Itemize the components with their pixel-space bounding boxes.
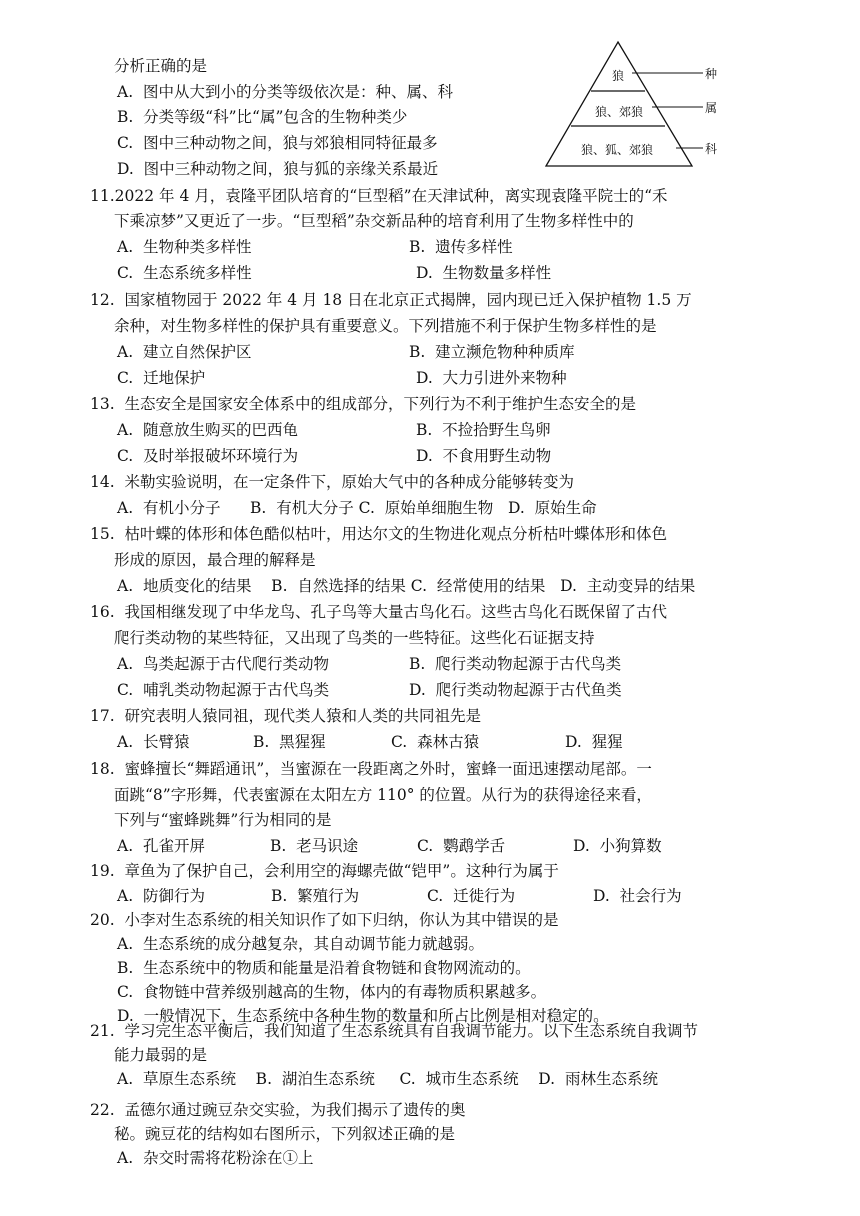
q20-option-d: D. 一般情况下，生态系统中各种生物的数量和所占比例是相对稳定的。 <box>117 1007 609 1025</box>
q20-option-a: A. 生态系统的成分越复杂，其自动调节能力就越弱。 <box>117 935 484 953</box>
q18-line-3: 下列与“蜜蜂跳舞”行为相同的是 <box>114 811 332 829</box>
q20-option-c: C. 食物链中营养级别越高的生物，体内的有毒物质积累越多。 <box>117 983 547 1001</box>
q12-line-2: 余种，对生物多样性的保护具有重要意义。下列措施不利于保护生物多样性的是 <box>114 317 657 335</box>
q12-option-c: C. 迁地保护 <box>117 369 206 387</box>
q14-line-1: 14. 米勒实验说明，在一定条件下，原始大气中的各种成分能够转变为 <box>90 473 575 491</box>
q21-options: A. 草原生态系统 B. 湖泊生态系统 C. 城市生态系统 D. 雨林生态系统 <box>117 1070 658 1088</box>
q13-option-c: C. 及时举报破坏环境行为 <box>117 447 299 465</box>
q11-option-c: C. 生态系统多样性 <box>117 264 252 282</box>
q16-option-a: A. 鸟类起源于古代爬行类动物 <box>117 655 329 673</box>
q13-line-1: 13. 生态安全是国家安全体系中的组成部分，下列行为不利于维护生态安全的是 <box>90 395 637 413</box>
pyramid-top-label: 狼 <box>612 69 625 83</box>
q19-option-b: B. 繁殖行为 <box>271 887 360 905</box>
q16-line-2: 爬行类动物的某些特征，又出现了鸟类的一些特征。这些化石证据支持 <box>114 629 595 647</box>
q18-option-c: C. 鹦鹉学舌 <box>417 837 506 855</box>
q13-option-b: B. 不捡拾野生鸟卵 <box>416 421 551 439</box>
q10-option-a: A. 图中从大到小的分类等级依次是：种、属、科 <box>117 83 453 101</box>
q18-option-b: B. 老马识途 <box>270 837 359 855</box>
q20-option-b: B. 生态系统中的物质和能量是沿着食物链和食物网流动的。 <box>117 959 531 977</box>
q19-line-1: 19. 章鱼为了保护自己，会利用空的海螺壳做“铠甲”。这种行为属于 <box>90 862 559 880</box>
q10-option-c: C. 图中三种动物之间，狼与郊狼相同特征最多 <box>117 134 438 152</box>
q11-line-2: 下乘凉梦”又更近了一步。“巨型稻”杂交新品种的培育利用了生物多样性中的 <box>114 212 634 230</box>
q22-line-2: 秘。豌豆花的结构如右图所示，下列叙述正确的是 <box>114 1125 456 1143</box>
q12-line-1: 12. 国家植物园于 2022 年 4 月 18 日在北京正式揭牌，园内现已迁入保护植物 1.5 万 <box>90 291 692 309</box>
q16-option-b: B. 爬行类动物起源于古代鸟类 <box>409 655 622 673</box>
q17-option-c: C. 森林古猿 <box>391 733 480 751</box>
q12-option-a: A. 建立自然保护区 <box>117 343 252 361</box>
q22-option-a: A. 杂交时需将花粉涂在①上 <box>117 1149 314 1167</box>
q17-line-1: 17. 研究表明人猿同祖，现代类人猿和人类的共同祖先是 <box>90 707 482 725</box>
q11-line-1: 11.2022 年 4 月，袁隆平团队培育的“巨型稻”在天津试种，离实现袁隆平院士的“禾 <box>90 187 668 205</box>
q16-option-d: D. 爬行类动物起源于古代鱼类 <box>409 681 622 699</box>
q12-option-d: D. 大力引进外来物种 <box>416 369 567 387</box>
q18-line-1: 18. 蜜蜂擅长“舞蹈通讯”，当蜜源在一段距离之外时，蜜蜂一面迅速摆动尾部。一 <box>90 760 652 778</box>
q21-line-1: 21. 学习完生态平衡后，我们知道了生态系统具有自我调节能力。以下生态系统自我调节 <box>90 1022 699 1040</box>
q11-option-a: A. 生物种类多样性 <box>117 238 252 256</box>
q19-option-a: A. 防御行为 <box>117 887 205 905</box>
q16-option-c: C. 哺乳类动物起源于古代鸟类 <box>117 681 330 699</box>
q10-stem: 分析正确的是 <box>114 57 208 75</box>
q12-option-b: B. 建立濒危物种种质库 <box>409 343 575 361</box>
q19-option-d: D. 社会行为 <box>593 887 682 905</box>
q20-line-1: 20. 小李对生态系统的相关知识作了如下归纳，你认为其中错误的是 <box>90 911 559 929</box>
q15-line-1: 15. 枯叶蝶的体形和体色酷似枯叶，用达尔文的生物进化观点分析枯叶蝶体形和体色 <box>90 525 668 543</box>
q18-option-a: A. 孔雀开屏 <box>117 837 205 855</box>
q21-line-2: 能力最弱的是 <box>114 1046 208 1064</box>
rank-genus-label: 属 <box>705 101 718 115</box>
q13-option-d: D. 不食用野生动物 <box>416 447 552 465</box>
q15-line-2: 形成的原因，最合理的解释是 <box>114 551 316 569</box>
q16-line-1: 16. 我国相继发现了中华龙鸟、孔子鸟等大量古鸟化石。这些古鸟化石既保留了古代 <box>90 603 668 621</box>
pyramid-svg <box>540 40 740 170</box>
q17-option-d: D. 猩猩 <box>565 733 623 751</box>
pyramid-bottom-label: 狼、狐、郊狼 <box>581 143 654 157</box>
q10-option-b: B. 分类等级“科”比“属”包含的生物种类少 <box>117 108 408 126</box>
rank-species-label: 种 <box>705 67 718 81</box>
q11-option-d: D. 生物数量多样性 <box>416 264 552 282</box>
q17-option-a: A. 长臂猿 <box>117 733 190 751</box>
q22-line-1: 22. 孟德尔通过豌豆杂交实验，为我们揭示了遗传的奥 <box>90 1101 466 1119</box>
q19-option-c: C. 迁徙行为 <box>427 887 516 905</box>
q13-option-a: A. 随意放生购买的巴西龟 <box>117 421 298 439</box>
q15-options: A. 地质变化的结果 B. 自然选择的结果 C. 经常使用的结果 D. 主动变异的结果 <box>117 577 696 595</box>
q10-option-d: D. 图中三种动物之间，狼与狐的亲缘关系最近 <box>117 160 439 178</box>
pyramid-middle-label: 狼、郊狼 <box>595 105 644 119</box>
q11-option-b: B. 遗传多样性 <box>409 238 513 256</box>
rank-family-label: 科 <box>705 142 718 156</box>
classification-pyramid-diagram <box>540 40 740 170</box>
q14-options: A. 有机小分子 B. 有机大分子 C. 原始单细胞生物 D. 原始生命 <box>117 499 597 517</box>
q18-option-d: D. 小狗算数 <box>573 837 662 855</box>
q17-option-b: B. 黑猩猩 <box>253 733 326 751</box>
q18-line-2: 面跳“8”字形舞，代表蜜源在太阳左方 110° 的位置。从行为的获得途径来看， <box>114 786 652 804</box>
